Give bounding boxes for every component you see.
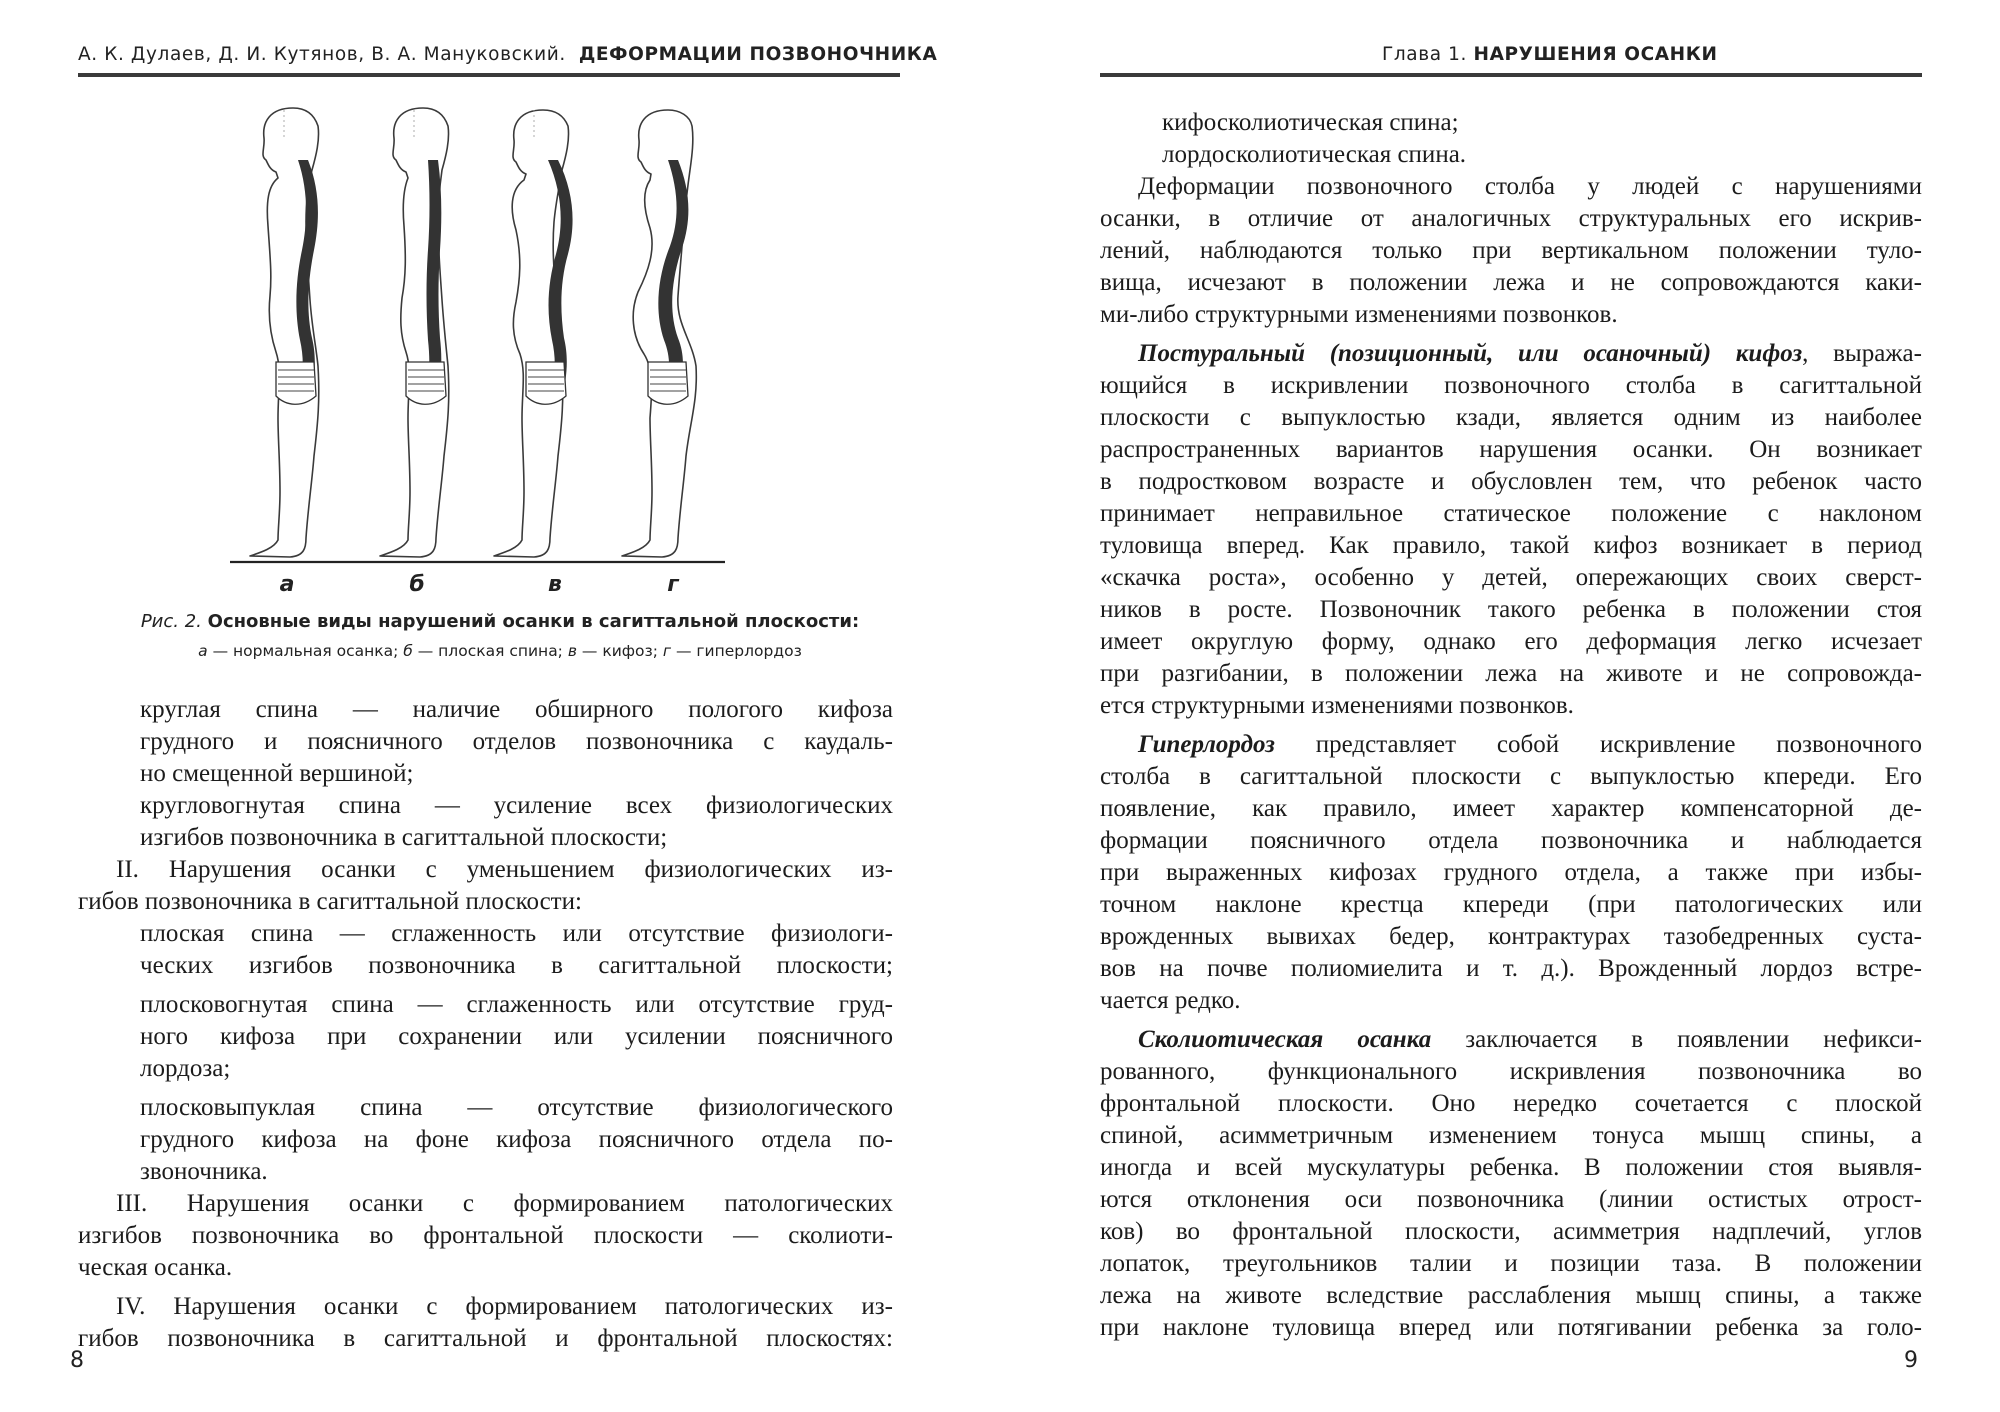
text-line: • лордосколиотическая спина. (1100, 139, 1922, 171)
text-line: имеет округлую форму, однако его деформация легко исчезает (1100, 628, 1922, 655)
text-line: ми-либо структурными изменениями позвонков. (1100, 301, 1618, 328)
text-line: туловища вперед. Как правило, такой кифоз возникает в период (1100, 532, 1922, 559)
legend-text: — нормальная осанка; (207, 642, 404, 660)
running-head-left (78, 44, 937, 65)
text-line: ющийся в искривлении позвоночного столба в сагиттальной (1100, 372, 1922, 399)
text-line: изгибов позвоночника во фронтальной плоскости — сколиоти- (78, 1222, 893, 1249)
text-line: в подростковом возрасте и обусловлен тем, что ребенок часто (1100, 468, 1922, 495)
spines (296, 160, 688, 402)
page-number-right: 9 (1904, 1348, 1918, 1373)
text-line: при наклоне туловища вперед или потягивании ребенка за голо- (1100, 1314, 1922, 1341)
text-line: лежа на животе вследствие расслабления мышц спины, а также (1100, 1282, 1922, 1309)
text-line: III. Нарушения осанки с формированием патологических (116, 1190, 893, 1217)
text-line: принимает неправильное статическое положение с наклоном (1100, 500, 1922, 527)
text-line: иногда и всей мускулатуры ребенка. В положении стоя выявля- (1100, 1154, 1922, 1181)
text-line: • кифосколиотическая спина; (1100, 107, 1922, 139)
text-line: гибов позвоночника в сагиттальной плоскости: (78, 888, 582, 915)
text-line: ются отклонения оси позвоночника (линии остистых отрост- (1100, 1186, 1922, 1213)
figure-legend (120, 642, 880, 660)
term-scoliotic-posture: Сколиотическая осанка (1138, 1026, 1432, 1053)
legend-letter: б (403, 642, 413, 660)
text-line: • плосковогнутая спина — сглаженность или отсутствие груд- (78, 989, 893, 1021)
legend-letter: г (662, 642, 672, 660)
text-line: спиной, асимметричным изменением тонуса мышц спины, а (1100, 1122, 1922, 1149)
page-number-left: 8 (70, 1348, 84, 1373)
text-line: вов на почве полиомиелита и т. д.). Врожденный лордоз встре- (1100, 955, 1922, 982)
figure-label-a: а (279, 572, 295, 597)
legend-letter: в (567, 642, 577, 660)
figure-label-c: в (548, 572, 562, 597)
text-line: ников в росте. Позвоночник такого ребенка в положении стоя (1100, 596, 1922, 623)
term-hyperlordosis: Гиперлордоз (1138, 731, 1275, 758)
pelvis-b (406, 362, 446, 404)
pelvis-d (648, 362, 688, 404)
text-line: вища, исчезают в положении лежа и не сопровождаются каки- (1100, 269, 1922, 296)
text-line: ков) во фронтальной плоскости, асимметрия надплечий, углов (1100, 1218, 1922, 1245)
header-authors: А. К. Дулаев, Д. И. Кутянов, В. А. Мануковский. (78, 44, 566, 65)
text-line: звоночника. (140, 1158, 268, 1185)
right-body-text (1100, 107, 1922, 1344)
text-run: , выража- (1802, 340, 1922, 367)
text-line: при выраженных кифозах грудного отдела, а также при избы- (1100, 859, 1922, 886)
text-line: • плоская спина — сглаженность или отсутствие физиологи- (78, 918, 893, 950)
text-line: фронтальной плоскости. Оно нередко сочетается с плоской (1100, 1090, 1922, 1117)
legend-text: — гиперлордоз (671, 642, 802, 660)
text-line: врожденных вывихах бедер, контрактурах тазобедренных суста- (1100, 923, 1922, 950)
text-line (1100, 729, 1922, 761)
text-line: • кругловогнутая спина — усиление всех физиологических (78, 790, 893, 822)
text-line: лопаток, треугольников талии и позиции таза. В положении (1100, 1250, 1922, 1277)
caption-label: Рис. 2. (140, 611, 202, 632)
caption-title: Основные виды нарушений осанки в сагиттальной плоскости: (207, 611, 860, 632)
text-line: ного кифоза при сохранении или усилении поясничного (140, 1023, 893, 1050)
text-line: распространенных вариантов нарушения осанки. Он возникает (1100, 436, 1922, 463)
text-line: лений, наблюдаются только при вертикальном положении туло- (1100, 237, 1922, 264)
header-book-title: ДЕФОРМАЦИИ ПОЗВОНОЧНИКА (578, 44, 938, 65)
text-line: грудного и поясничного отделов позвоночника с каудаль- (140, 728, 893, 755)
legend-text: — плоская спина; (412, 642, 568, 660)
text-line: рованного, функционального искривления позвоночника во (1100, 1058, 1922, 1085)
text-line: ется структурными изменениями позвонков. (1100, 692, 1574, 719)
pelvis-c (526, 362, 566, 404)
silhouette-d (622, 110, 696, 557)
text-line: • круглая спина — наличие обширного пологого кифоза (78, 694, 893, 726)
text-line: • плосковыпуклая спина — отсутствие физиологического (78, 1092, 893, 1124)
text-run: заключается в появлении нефикси- (1431, 1026, 1922, 1053)
text-line: грудного кифоза на фоне кифоза поясничного отдела по- (140, 1126, 893, 1153)
legend-letter: а (198, 642, 208, 660)
header-rule (78, 73, 900, 77)
header-rule (1100, 73, 1922, 77)
figure-caption (120, 611, 880, 632)
text-line (1100, 1024, 1922, 1056)
text-line: точном наклоне крестца кпереди (при патологических или (1100, 891, 1922, 918)
right-page (1000, 0, 2000, 1412)
figure-label-b: б (409, 572, 425, 597)
text-line: ческих изгибов позвоночника в сагиттальной плоскости; (140, 952, 893, 979)
text-line: при разгибании, в положении лежа на животе и не сопровожда- (1100, 660, 1922, 687)
text-line: лордоза; (140, 1055, 231, 1082)
header-chapter-prefix: Глава 1. (1382, 44, 1468, 65)
text-line: гибов позвоночника в сагиттальной и фронтальной плоскостях: (78, 1325, 893, 1352)
text-line: изгибов позвоночника в сагиттальной плоскости; (140, 824, 668, 851)
text-line: формации поясничного отдела позвоночника и наблюдается (1100, 827, 1922, 854)
text-line: плоскости с выпуклостью кзади, является одним из наиболее (1100, 404, 1922, 431)
posture-figure (230, 100, 750, 580)
text-line (1100, 338, 1922, 370)
text-line: чается редко. (1100, 987, 1241, 1014)
text-line: «скачка роста», особенно у детей, опережающих своих сверст- (1100, 564, 1922, 591)
legend-text: — кифоз; (576, 642, 663, 660)
text-line: появление, как правило, имеет характер компенсаторной де- (1100, 795, 1922, 822)
left-body-text (78, 694, 893, 1355)
header-chapter-title: НАРУШЕНИЯ ОСАНКИ (1473, 44, 1718, 65)
pelvis-a (276, 362, 316, 404)
text-line: но смещенной вершиной; (140, 760, 414, 787)
term-postural-kyphosis: Постуральный (позиционный, или осаночный) кифоз (1138, 340, 1803, 367)
text-line: IV. Нарушения осанки с формированием патологических из- (116, 1293, 893, 1320)
text-line: столба в сагиттальной плоскости с выпуклостью кпереди. Его (1100, 763, 1922, 790)
figure-label-d: г (667, 572, 679, 597)
running-head-right (1382, 44, 1718, 65)
text-line: ческая осанка. (78, 1254, 233, 1281)
text-line: Деформации позвоночного столба у людей с нарушениями (1138, 173, 1922, 200)
text-line: II. Нарушения осанки с уменьшением физиологических из- (116, 856, 893, 883)
text-line: осанки, в отличие от аналогичных структуральных его искрив- (1100, 205, 1922, 232)
text-run: представляет собой искривление позвоночного (1274, 731, 1922, 758)
